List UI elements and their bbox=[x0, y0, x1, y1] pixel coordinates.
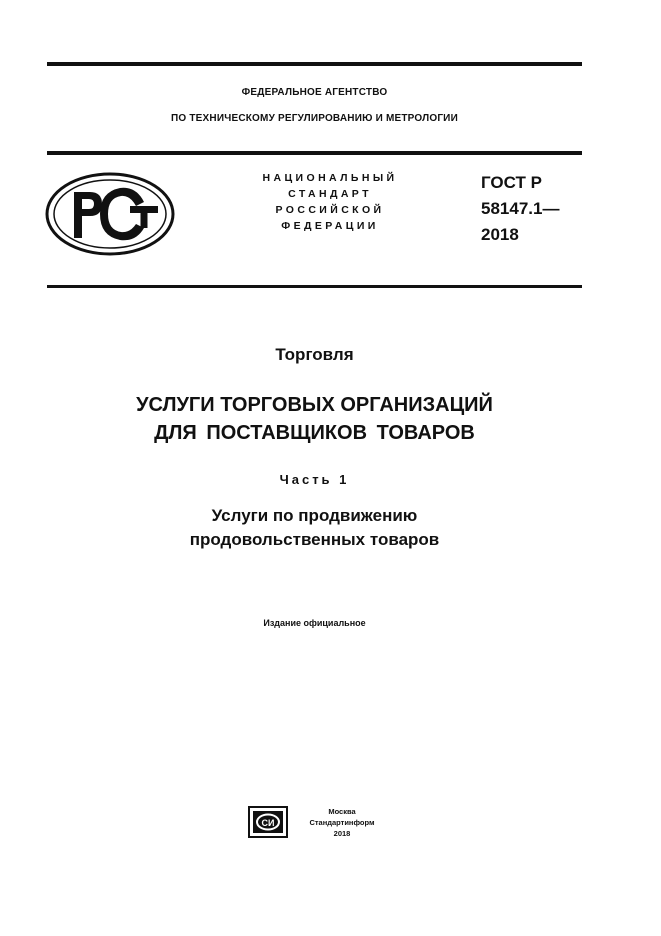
publisher-year: 2018 bbox=[333, 829, 351, 838]
publisher-city: Москва bbox=[328, 807, 356, 816]
category-heading: Торговля bbox=[275, 345, 354, 364]
part-label: Часть 1 bbox=[279, 472, 350, 487]
subtitle-line-1: Услуги по продвижению bbox=[211, 506, 418, 525]
document-title-line-2: ДЛЯ ПОСТАВЩИКОВ ТОВАРОВ bbox=[154, 422, 475, 444]
bottom-header-rule bbox=[47, 285, 582, 288]
top-rule bbox=[47, 62, 582, 66]
publisher-logo-icon bbox=[248, 806, 288, 838]
publisher-block bbox=[300, 806, 384, 839]
standard-designation-line-2: 58147.1— bbox=[481, 199, 560, 218]
publisher-name: Стандартинформ bbox=[309, 818, 375, 827]
standard-type-line-1: НАЦИОНАЛЬНЫЙ bbox=[262, 172, 398, 184]
agency-line-2: ПО ТЕХНИЧЕСКОМУ РЕГУЛИРОВАНИЮ И МЕТРОЛОГИИ bbox=[171, 113, 458, 124]
document-title-line-1: УСЛУГИ ТОРГОВЫХ ОРГАНИЗАЦИЙ bbox=[136, 394, 493, 416]
standard-type-line-2: СТАНДАРТ bbox=[288, 188, 372, 200]
rst-emblem-icon bbox=[44, 172, 176, 256]
standard-designation-line-1: ГОСТ Р bbox=[481, 173, 542, 192]
edition-note: Издание официальное bbox=[263, 618, 366, 628]
standard-designation-line-3: 2018 bbox=[481, 225, 519, 244]
agency-line-1: ФЕДЕРАЛЬНОЕ АГЕНТСТВО bbox=[241, 87, 388, 98]
header-rule bbox=[47, 151, 582, 155]
standard-type-line-3: РОССИЙСКОЙ bbox=[275, 204, 385, 216]
svg-text:СИ: СИ bbox=[261, 818, 275, 828]
subtitle-line-2: продовольственных товаров bbox=[189, 530, 440, 549]
standard-type-line-4: ФЕДЕРАЦИИ bbox=[281, 220, 379, 232]
